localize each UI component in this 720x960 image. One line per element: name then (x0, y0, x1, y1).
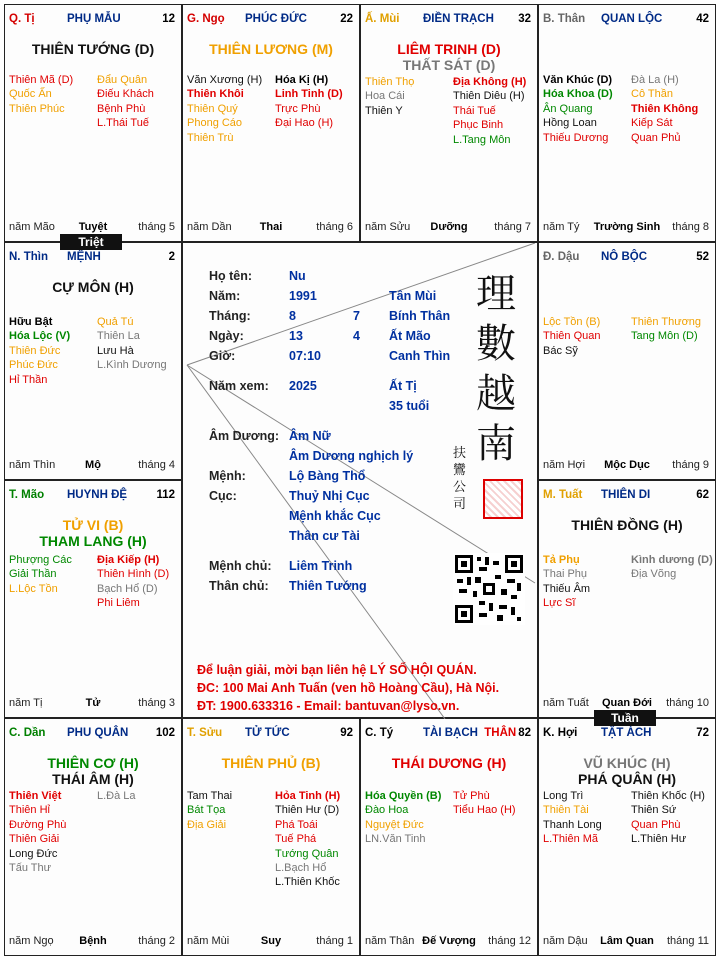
star: Tiểu Hao (H) (453, 804, 516, 817)
month-label: tháng 4 (138, 459, 175, 471)
star: Tuế Phá (275, 833, 317, 846)
palace-ty[interactable] (360, 718, 538, 956)
menh-chu-label: Mệnh chủ: (209, 559, 272, 573)
palace-name: TẬT ÁCH (601, 727, 652, 739)
main-star: VŨ KHÚC (H) (583, 755, 671, 771)
palace-name: NÔ BỘC (601, 251, 647, 263)
year-label: năm Dần (187, 221, 232, 233)
seal-char: 扶 (453, 446, 467, 461)
star: Tử Phù (453, 790, 490, 802)
star: Thiên Thương (631, 316, 702, 328)
star: Phong Cáo (187, 117, 243, 130)
star: Thanh Long (543, 818, 602, 831)
major-period: 92 (340, 727, 353, 739)
star: Hóa Quyền (B) (365, 790, 442, 802)
canchi-label: C. Dần (9, 727, 46, 739)
month-lunar: 7 (353, 309, 360, 323)
major-period: 12 (162, 13, 175, 25)
main-star: THẤT SÁT (D) (402, 57, 496, 73)
star: Quốc Ấn (9, 88, 52, 101)
month-label: tháng 10 (666, 697, 709, 709)
star: Địa Kiếp (H) (97, 554, 160, 566)
qr-code-icon[interactable] (453, 553, 525, 625)
stage-label: Mộ (85, 459, 101, 471)
year-label: năm Tị (9, 697, 43, 709)
calligraphy-char: 南 (476, 421, 516, 467)
palace-name: HUYNH ĐỆ (67, 489, 128, 501)
palace-name: QUAN LỘC (601, 13, 663, 25)
canchi-label: K. Hợi (543, 727, 578, 739)
star: Thiên Giải (9, 833, 60, 846)
star: Hữu Bật (9, 316, 53, 328)
star: Thai Phụ (543, 568, 588, 581)
palace-tuat[interactable] (538, 480, 716, 718)
star: Kình dương (D) (631, 554, 713, 566)
month-label: tháng 11 (666, 935, 709, 947)
year-label: năm Ngọ (9, 935, 54, 947)
month-value: 8 (289, 309, 296, 323)
star: Thiên Sứ (631, 804, 677, 817)
palace-name: TÀI BẠCH (423, 727, 478, 739)
palace-ti[interactable] (4, 4, 182, 242)
month-label: tháng 9 (672, 459, 709, 471)
day-value: 13 (289, 329, 303, 343)
canchi-label: Ấ. Mùi (365, 13, 400, 25)
star: Thiếu Âm (543, 582, 591, 595)
palace-ngo[interactable] (182, 4, 360, 242)
star: Thiên Khốc (H) (631, 790, 705, 802)
calligraphy-char: 數 (476, 321, 516, 367)
horoscope-board (4, 4, 716, 956)
stage-label: Mộc Dục (604, 459, 650, 471)
canchi-label: T. Sửu (187, 727, 223, 739)
age-value: 35 tuổi (389, 399, 430, 413)
palace-name: PHU QUÂN (67, 727, 129, 739)
month-label: tháng 5 (138, 221, 175, 233)
star: Hỏa Tinh (H) (275, 790, 341, 802)
star: Long Đức (9, 847, 58, 860)
main-star: PHÁ QUÂN (H) (578, 771, 676, 787)
menh-chu-value: Liêm Trinh (289, 559, 353, 573)
star: Điếu Khách (97, 88, 154, 101)
year-label: năm Thân (365, 935, 415, 947)
star: Tam Thai (187, 790, 233, 802)
month-label: Tháng: (209, 309, 251, 323)
star: L.Thiên Hư (631, 833, 687, 846)
stage-label: Đế Vượng (422, 935, 476, 947)
palace-name: TỬ TỨC (245, 727, 290, 739)
view-year-canchi: Ất Tị (389, 379, 417, 393)
star: Văn Khúc (D) (543, 74, 613, 86)
main-star: LIÊM TRINH (D) (397, 41, 501, 57)
triet-tag: Triệt (60, 234, 122, 250)
star: Đẩu Quân (97, 74, 148, 86)
star: Phi Liêm (97, 597, 140, 610)
star: Thiên Hư (D) (275, 804, 340, 817)
main-star: THAM LANG (H) (39, 533, 147, 549)
main-star: THIÊN PHỦ (B) (221, 755, 321, 771)
month-label: tháng 2 (138, 935, 175, 947)
star: Phượng Các (9, 554, 72, 566)
canchi-label: M. Tuất (543, 489, 583, 501)
star: L.Kình Dương (97, 359, 167, 372)
main-star: THÁI ÂM (H) (52, 771, 134, 787)
amduong-note: Âm Dương nghịch lý (289, 449, 414, 463)
view-year-value: 2025 (289, 379, 317, 393)
star: Hỉ Thần (9, 373, 48, 386)
star: Thiên Thọ (365, 76, 415, 88)
star: Giải Thần (9, 568, 57, 581)
star: Hóa Khoa (D) (543, 88, 613, 101)
star: Nguyệt Đức (365, 818, 424, 831)
name-label: Họ tên: (209, 269, 253, 283)
stage-label: Lâm Quan (600, 935, 654, 947)
main-star: THIÊN ĐỒNG (H) (571, 517, 683, 533)
palace-thin[interactable] (4, 242, 182, 480)
year-label: năm Tý (543, 221, 580, 233)
star: Địa Giải (187, 818, 227, 831)
star: L.Thái Tuế (97, 117, 149, 130)
star: Thiên La (97, 330, 140, 343)
year-label: năm Mùi (187, 935, 230, 947)
star: Phúc Đức (9, 359, 58, 372)
main-star: THIÊN LƯƠNG (M) (209, 41, 333, 57)
star: L.Đà La (97, 790, 136, 802)
major-period: THÂN 82 (484, 727, 531, 739)
amduong-label: Âm Dương: (209, 429, 280, 443)
star: LN.Văn Tinh (365, 833, 426, 846)
palace-mui[interactable] (360, 4, 538, 242)
star: Đà La (H) (631, 74, 679, 86)
star: L.Thiên Mã (543, 833, 599, 846)
star: Linh Tinh (D) (275, 88, 343, 101)
view-year-label: Năm xem: (209, 379, 269, 393)
star: Lực Sĩ (543, 597, 576, 610)
star: Hoa Cái (365, 90, 405, 103)
stage-label: Tuyệt (78, 221, 108, 233)
palace-name: MỆNH (67, 251, 101, 263)
year-label: Năm: (209, 289, 241, 303)
major-period: 32 (518, 13, 531, 25)
amduong-value: Âm Nữ (289, 429, 331, 443)
palace-suu[interactable] (182, 718, 360, 956)
palace-name: ĐIỀN TRẠCH (423, 13, 494, 25)
palace-than[interactable] (538, 4, 716, 242)
year-label: năm Thìn (9, 459, 56, 471)
palace-dau[interactable] (538, 242, 716, 480)
star: Phá Toái (275, 818, 318, 831)
star: Thiên Khôi (187, 88, 244, 101)
star: Thái Tuế (453, 104, 496, 117)
star: Bạch Hổ (D) (97, 582, 158, 595)
year-label: năm Mão (9, 221, 55, 233)
palace-name: PHỤ MẪU (67, 13, 121, 25)
canchi-label: N. Thìn (9, 251, 48, 263)
canchi-label: Đ. Dậu (543, 251, 580, 263)
menh-value: Lộ Bàng Thổ (289, 469, 366, 483)
star: Phục Binh (453, 119, 504, 132)
calligraphy-char: 越 (476, 371, 516, 417)
star: Tấu Thư (9, 862, 52, 875)
star: L.Bạch Hổ (275, 862, 327, 875)
star: Thiếu Dương (543, 131, 609, 144)
star: Đường Phù (9, 818, 67, 831)
month-label: tháng 6 (316, 221, 353, 233)
than-chu-value: Thiên Tướng (289, 579, 367, 593)
hour-label: Giờ: (209, 349, 236, 363)
contact-line: Để luận giải, mời bạn liên hệ LÝ SỐ HỘI QUÁN. (197, 663, 477, 677)
star: Ân Quang (543, 102, 593, 115)
star: Bệnh Phù (97, 102, 146, 115)
contact-phone-email[interactable]: ĐT: 1900.633316 - Email: bantuvan@lyso.vn. (197, 699, 460, 713)
menh-label: Mệnh: (209, 469, 246, 483)
name-value: Nu (289, 269, 306, 283)
major-period: 62 (696, 489, 709, 501)
main-star: THIÊN TƯỚNG (D) (31, 41, 155, 57)
hour-canchi: Canh Thìn (389, 349, 451, 363)
star: Tướng Quân (275, 847, 339, 860)
star: Thiên Hỉ (9, 804, 50, 817)
star: Đại Hao (H) (275, 117, 334, 130)
year-label: năm Tuất (543, 697, 589, 709)
tuan-tag: Tuần (594, 710, 656, 726)
star: Kiếp Sát (631, 117, 673, 130)
star: Tang Môn (D) (631, 330, 698, 343)
canchi-label: T. Mão (9, 489, 45, 501)
cuc-value: Thuỷ Nhị Cục (289, 489, 370, 503)
year-label: năm Dậu (543, 935, 588, 947)
stage-label: Bệnh (79, 935, 107, 947)
day-label: Ngày: (209, 329, 244, 343)
major-period: 112 (156, 489, 175, 501)
cuc-relation: Mệnh khắc Cục (289, 509, 381, 523)
star: Hóa Lộc (V) (9, 330, 71, 343)
month-label: tháng 12 (488, 935, 531, 947)
canchi-label: B. Thân (543, 13, 586, 25)
contact-address: ĐC: 100 Mai Anh Tuấn (ven hồ Hoàng Cầu), Hà Nội. (197, 681, 500, 695)
major-period: 42 (696, 13, 709, 25)
than-chu-label: Thân chủ: (209, 579, 269, 593)
star: Lưu Hà (97, 344, 134, 357)
major-period: 102 (155, 727, 175, 739)
month-canchi: Bính Thân (389, 309, 451, 323)
star: Thiên Mã (D) (9, 74, 74, 86)
hour-value: 07:10 (289, 349, 321, 363)
stage-label: Trường Sinh (593, 221, 661, 233)
seal-char: 鸞 (453, 463, 467, 478)
star: Địa Không (H) (453, 76, 527, 88)
star: L.Tang Môn (453, 133, 511, 146)
small-seal-text (453, 445, 469, 513)
star: Tả Phụ (543, 554, 580, 566)
month-label: tháng 3 (138, 697, 175, 709)
star: Địa Võng (631, 568, 677, 581)
red-seal-icon (483, 479, 523, 519)
cuc-label: Cục: (209, 489, 237, 503)
palace-mao[interactable] (4, 480, 182, 718)
star: Đào Hoa (365, 804, 409, 817)
star: Cô Thần (631, 88, 673, 101)
star: Quan Phủ (631, 131, 681, 144)
day-lunar: 4 (353, 329, 360, 343)
canchi-label: Q. Tị (9, 13, 35, 25)
seal-char: 司 (453, 497, 467, 512)
palace-name: PHÚC ĐỨC (245, 13, 307, 25)
month-label: tháng 1 (316, 935, 353, 947)
canchi-label: G. Ngọ (187, 13, 225, 25)
stage-label: Suy (260, 935, 282, 947)
stage-label: Tử (85, 697, 101, 709)
star: Văn Xương (H) (187, 74, 263, 86)
main-star: THÁI DƯƠNG (H) (391, 755, 507, 771)
year-label: năm Hợi (543, 459, 586, 471)
canchi-label: C. Tý (365, 727, 394, 739)
star: Thiên Việt (9, 790, 62, 802)
month-label: tháng 7 (494, 221, 531, 233)
star: Quan Phù (631, 818, 681, 831)
stage-label: Dưỡng (430, 221, 468, 233)
star: Bác Sỹ (543, 344, 578, 357)
major-period: 52 (696, 251, 709, 263)
star: Thiên Y (365, 104, 403, 117)
palace-name: THIÊN DI (601, 489, 651, 501)
star: Thiên Diêu (H) (453, 90, 525, 103)
star: Thiên Không (631, 102, 699, 115)
star: Thiên Hình (D) (97, 568, 170, 581)
star: Thiên Đức (9, 344, 61, 357)
palace-dan[interactable] (4, 718, 182, 956)
main-star: TỬ VI (B) (62, 517, 124, 533)
main-star: THIÊN CƠ (H) (47, 755, 139, 771)
star: Hóa Kị (H) (275, 74, 329, 86)
calligraphy (471, 269, 521, 469)
day-canchi: Ất Mão (389, 329, 431, 343)
star: Lộc Tồn (B) (543, 316, 601, 328)
star: Trực Phù (275, 102, 321, 115)
star: Thiên Trù (187, 131, 234, 144)
star: Hồng Loan (543, 117, 597, 130)
major-period: 2 (168, 251, 175, 263)
main-star: CỰ MÔN (H) (52, 279, 134, 295)
than-cu: Thân cư Tài (289, 529, 360, 543)
star: L.Thiên Khốc (275, 876, 340, 889)
palace-hoi[interactable] (538, 718, 716, 956)
star: Long Trì (543, 790, 584, 802)
star: L.Lộc Tồn (9, 582, 58, 595)
stage-label: Thai (259, 221, 283, 233)
major-period: 72 (696, 727, 709, 739)
stage-label: Quan Đới (602, 697, 652, 709)
month-label: tháng 8 (672, 221, 709, 233)
year-canchi: Tân Mùi (389, 289, 437, 303)
center-info-panel (182, 242, 538, 718)
star: Quả Tú (97, 316, 134, 328)
star: Thiên Quý (187, 102, 238, 115)
calligraphy-char: 理 (476, 271, 516, 317)
star: Thiên Tài (543, 804, 589, 817)
seal-char: 公 (453, 480, 467, 495)
major-period: 22 (340, 13, 353, 25)
star: Thiên Quan (543, 330, 601, 343)
star: Thiên Phúc (9, 102, 65, 115)
star: Bát Tọa (187, 804, 226, 817)
year-value: 1991 (289, 289, 317, 303)
year-label: năm Sửu (365, 221, 411, 233)
